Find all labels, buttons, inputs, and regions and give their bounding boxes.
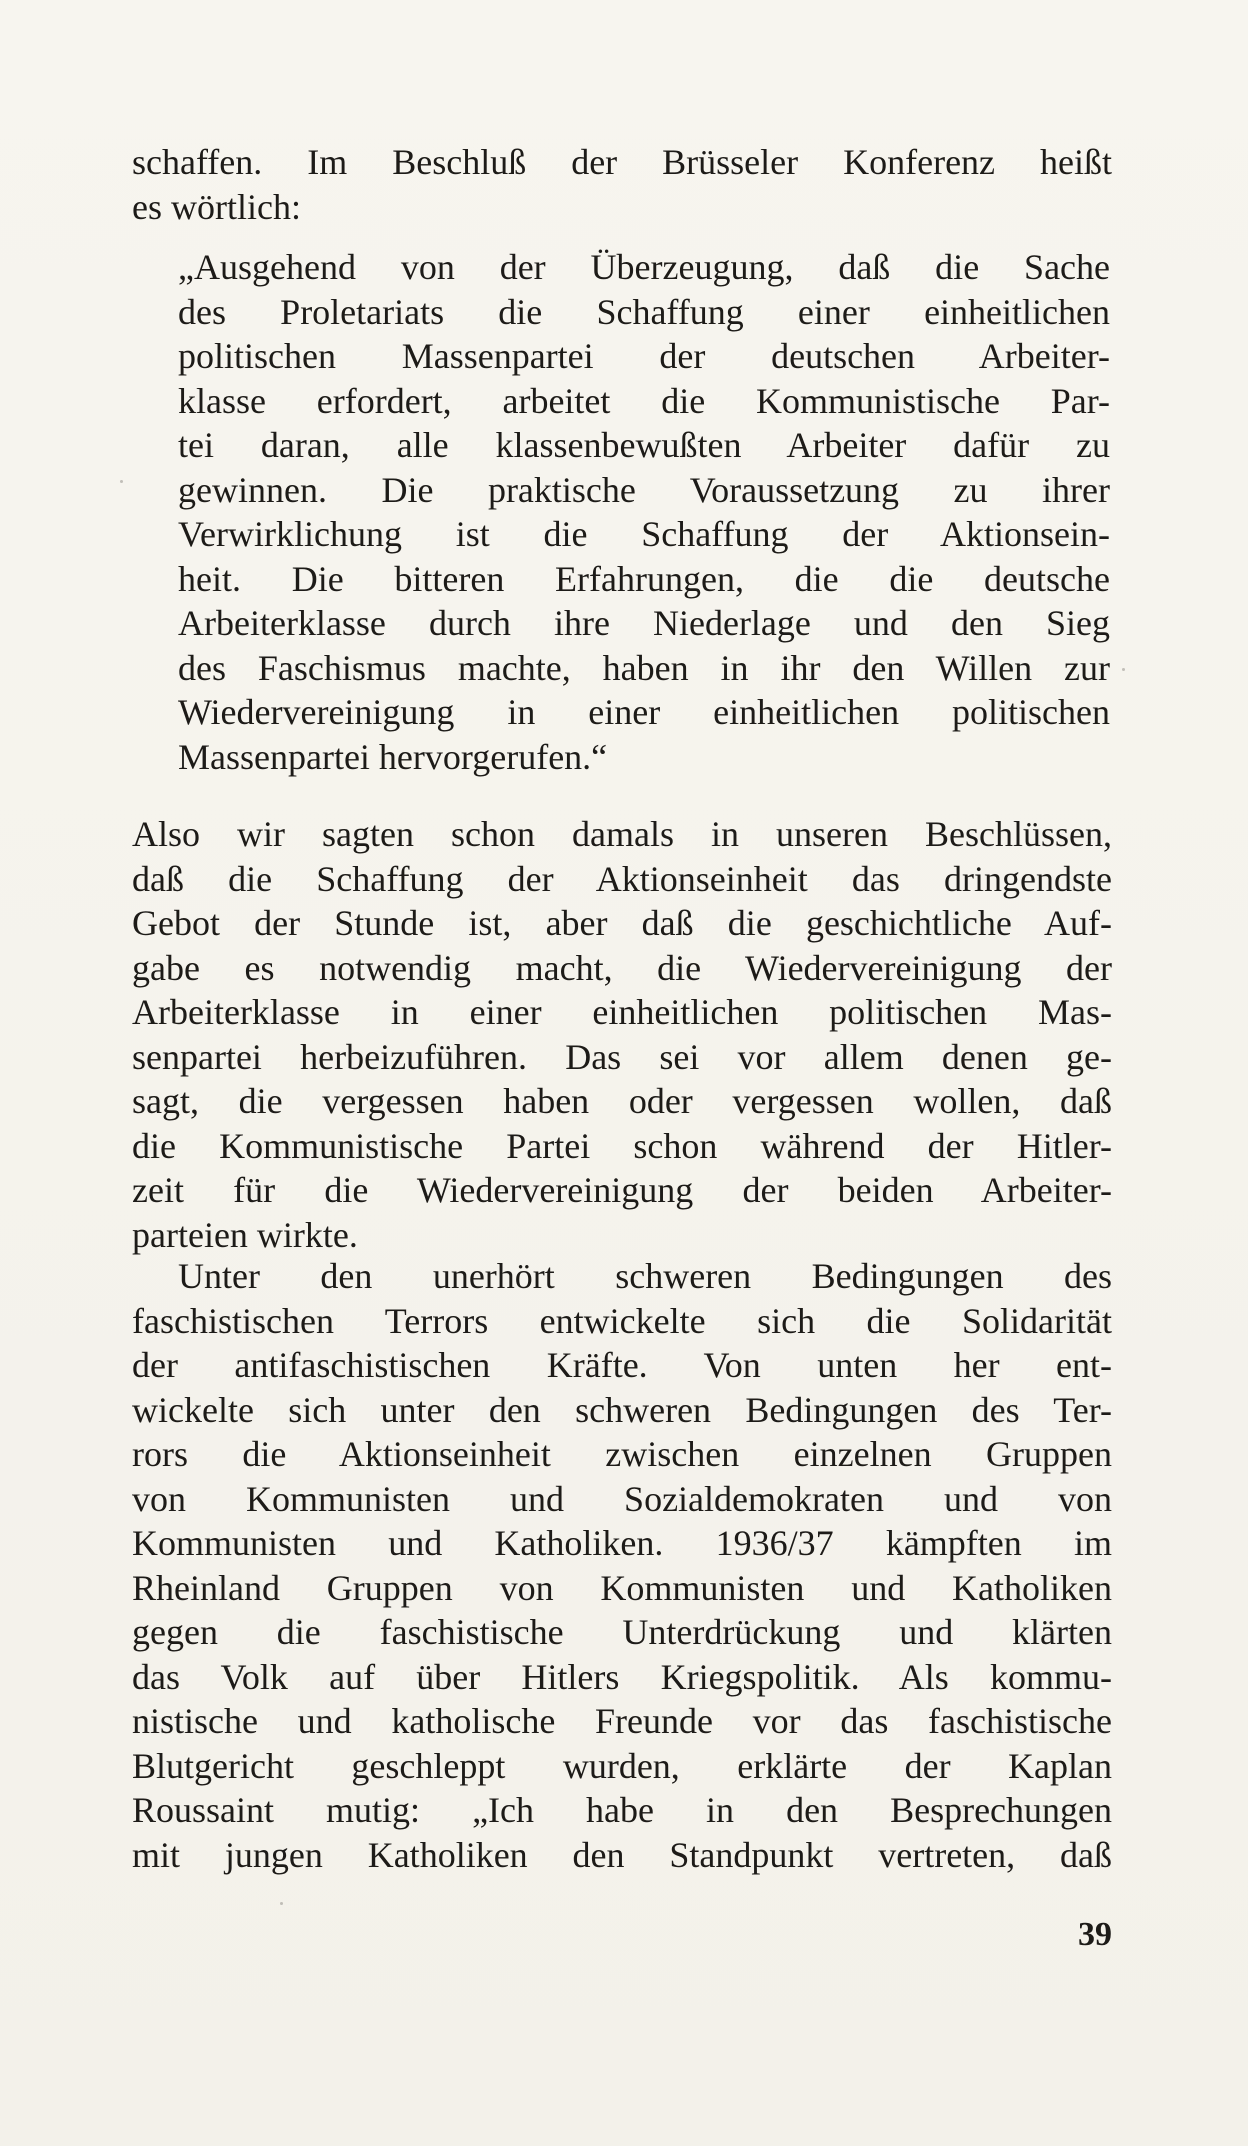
paragraph-aktionseinheit bbox=[132, 812, 1112, 1257]
text-line: gabe es notwendig macht, die Wiedervereinigung der bbox=[132, 947, 1112, 988]
text-line: Arbeiterklasse in einer einheitlichen politischen Mas- bbox=[132, 992, 1112, 1032]
text-line: Gebot der Stunde ist, aber daß die geschichtliche Auf- bbox=[132, 903, 1112, 943]
text-line: wickelte sich unter den schweren Bedingungen des Ter- bbox=[132, 1389, 1112, 1430]
text-line: rors die Aktionseinheit zwischen einzelnen Gruppen bbox=[132, 1434, 1112, 1474]
text-line: nistische und katholische Freunde vor das faschistische bbox=[132, 1701, 1112, 1741]
quote-line: Arbeiterklasse durch ihre Niederlage und den Sieg bbox=[178, 603, 1110, 643]
text-line: zeit für die Wiedervereinigung der beiden Arbeiter- bbox=[132, 1170, 1112, 1210]
quote-line: des Proletariats die Schaffung einer einheitlichen bbox=[178, 291, 1110, 332]
text-line: Kommunisten und Katholiken. 1936/37 kämpften im bbox=[132, 1523, 1112, 1563]
text-line: Also wir sagten schon damals in unseren Beschlüssen, bbox=[132, 814, 1112, 854]
quote-line: politischen Massenpartei der deutschen Arbeiter- bbox=[178, 336, 1110, 376]
text-line: das Volk auf über Hitlers Kriegspolitik. Als kommu- bbox=[132, 1656, 1112, 1697]
text-line: daß die Schaffung der Aktionseinheit das dringendste bbox=[132, 858, 1112, 899]
quote-line: „Ausgehend von der Überzeugung, daß die Sache bbox=[178, 247, 1110, 287]
quote-line: tei daran, alle klassenbewußten Arbeiter dafür zu bbox=[178, 425, 1110, 465]
text-line: Roussaint mutig: „Ich habe in den Besprechungen bbox=[132, 1790, 1112, 1830]
page-number: 39 bbox=[1078, 1916, 1112, 1953]
quote-line: des Faschismus machte, haben in ihr den Willen zur bbox=[178, 647, 1110, 688]
text-line: der antifaschistischen Kräfte. Von unten her ent- bbox=[132, 1345, 1112, 1385]
quote-line: gewinnen. Die praktische Voraussetzung zu ihrer bbox=[178, 469, 1110, 510]
text-line: Blutgericht geschleppt wurden, erklärte der Kaplan bbox=[132, 1745, 1112, 1786]
text-line: Unter den unerhört schweren Bedingungen des bbox=[178, 1256, 1112, 1296]
paper-speck bbox=[280, 1902, 283, 1905]
paragraph-intro bbox=[132, 140, 1112, 229]
quote-line: Verwirklichung ist die Schaffung der Aktionsein- bbox=[178, 514, 1110, 554]
block-quote bbox=[178, 245, 1110, 779]
paper-speck bbox=[1122, 668, 1125, 671]
text-line: sagt, die vergessen haben oder vergessen wollen, daß bbox=[132, 1081, 1112, 1121]
text-line: senpartei herbeizuführen. Das sei vor allem denen ge- bbox=[132, 1036, 1112, 1077]
text-line: die Kommunistische Partei schon während der Hitler- bbox=[132, 1125, 1112, 1166]
quote-line: Wiedervereinigung in einer einheitlichen politischen bbox=[178, 692, 1110, 732]
text-line: mit jungen Katholiken den Standpunkt vertreten, daß bbox=[132, 1834, 1112, 1875]
quote-line: klasse erfordert, arbeitet die Kommunistische Par- bbox=[178, 380, 1110, 421]
text-line: gegen die faschistische Unterdrückung und klärten bbox=[132, 1612, 1112, 1652]
paragraph-terror bbox=[132, 1254, 1112, 1877]
text-line: faschistischen Terrors entwickelte sich die Solidarität bbox=[132, 1300, 1112, 1341]
text-line: schaffen. Im Beschluß der Brüsseler Konferenz heißt bbox=[132, 142, 1112, 182]
text-line: Rheinland Gruppen von Kommunisten und Katholiken bbox=[132, 1567, 1112, 1608]
text-line: es wörtlich: bbox=[132, 186, 301, 227]
paper-speck bbox=[120, 480, 123, 483]
quote-line: Massenpartei hervorgerufen.“ bbox=[178, 736, 608, 777]
text-line: von Kommunisten und Sozialdemokraten und von bbox=[132, 1478, 1112, 1519]
quote-line: heit. Die bitteren Erfahrungen, die die deutsche bbox=[178, 558, 1110, 599]
text-line: parteien wirkte. bbox=[132, 1214, 358, 1255]
